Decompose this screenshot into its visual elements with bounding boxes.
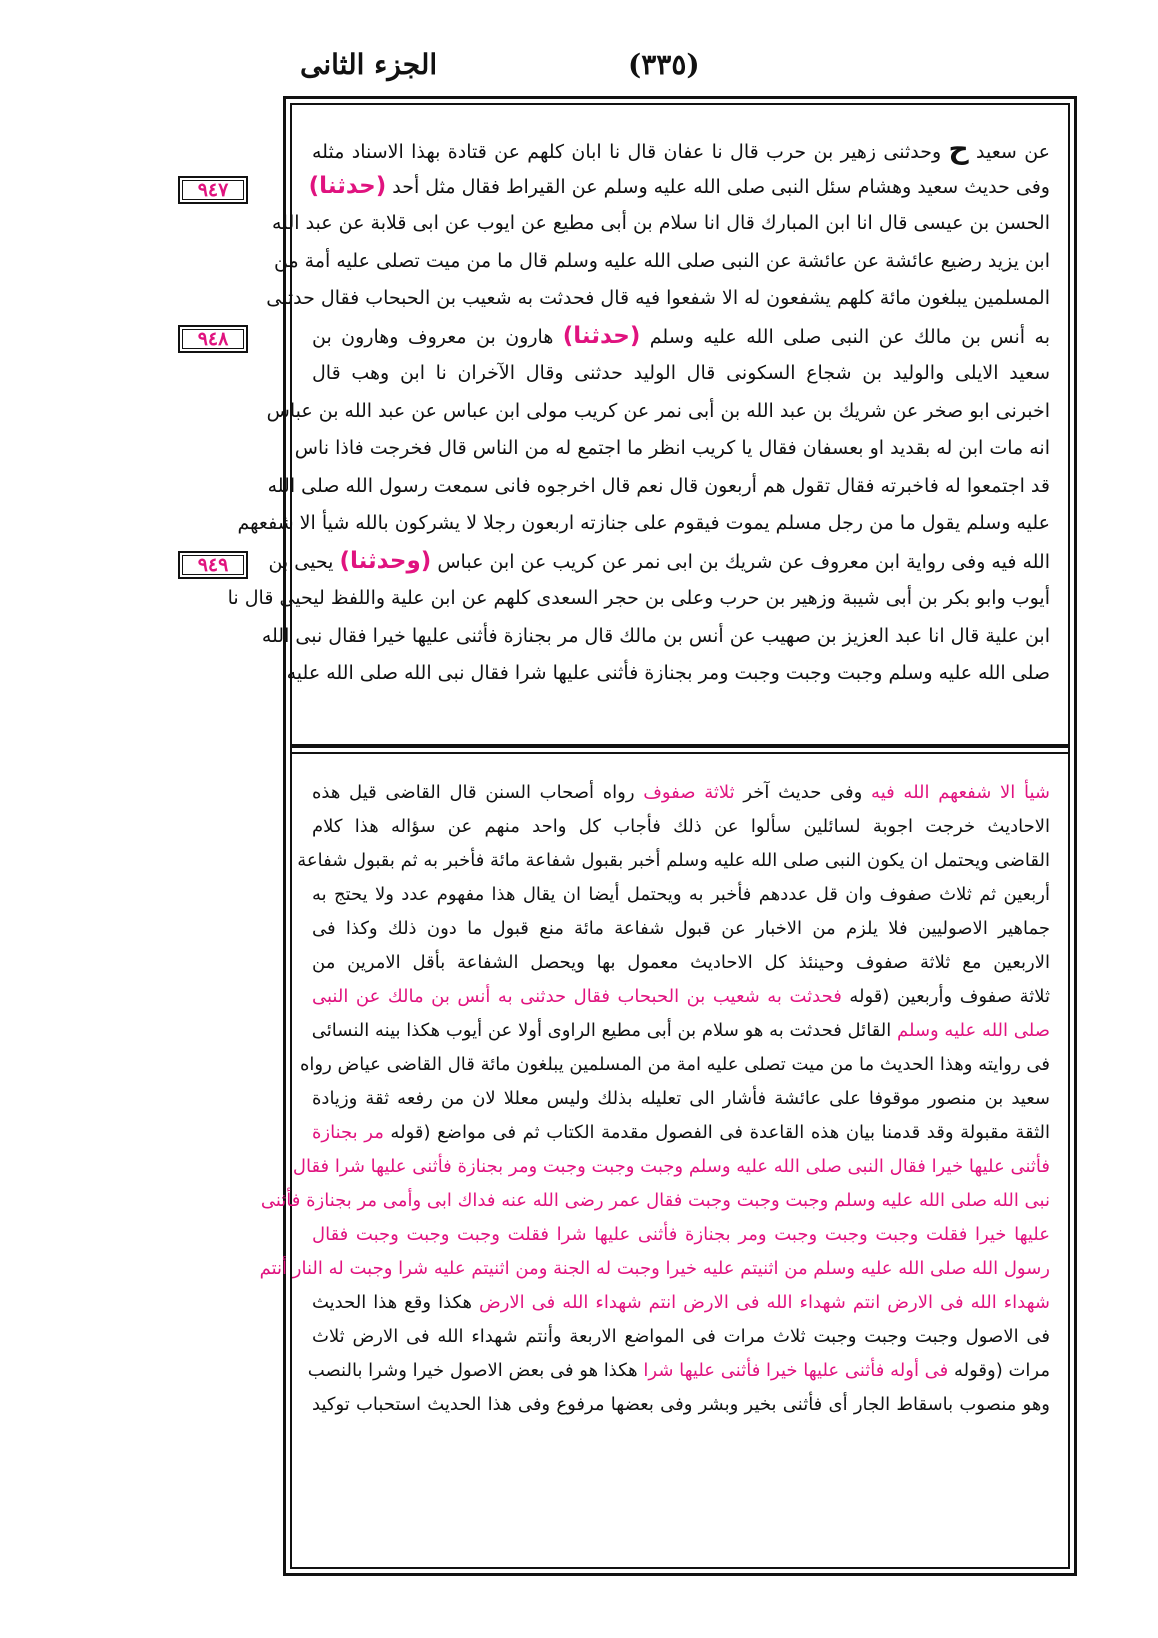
hadith-number-box	[178, 325, 248, 353]
text-line	[227, 580, 1050, 618]
highlighted-text: نبى الله صلى الله عليه وسلم وجبت وجبت وجبت فقال عمر رضى الله عنه فداك ابى وأمى مر بجنازة فأثنى	[260, 1190, 1050, 1211]
text-segment: عن سعيد	[968, 141, 1051, 163]
haddathana-marker: (وحدثنا)	[339, 547, 432, 574]
text-line	[312, 1014, 1050, 1048]
page-number: (٣٣٥)	[628, 48, 700, 81]
text-segment: رواه أصحاب السنن قال القاضى قيل هذه	[312, 782, 644, 803]
text-segment: وحدثنى زهير بن حرب قال نا عفان قال نا ابان كلهم عن قتادة بهذا الاسناد مثله	[312, 141, 949, 163]
text-segment: مرات (وقوله	[948, 1360, 1050, 1381]
text-segment: سعيد الايلى والوليد بن شجاع السكونى قال الوليد حدثنى وقال الآخران نا ابن وهب قال	[312, 362, 1050, 384]
text-line	[308, 168, 1050, 206]
text-line	[312, 878, 1050, 912]
text-line	[266, 393, 1050, 431]
text-line	[267, 468, 1050, 506]
text-segment: سعيد بن منصور موقوفا على عائشة فأشار الى تعليله بذلك وليس معللا لان من رفعه ثقة وزيادة	[312, 1088, 1050, 1109]
text-line	[292, 1150, 1050, 1184]
text-line	[312, 1218, 1050, 1252]
text-segment: ابن يزيد رضيع عائشة عن عائشة عن النبى صلى الله عليه وسلم قال ما من ميت تصلى عليه أمة من	[274, 249, 1050, 272]
text-segment: أيوب وابو بكر بن أبى شيبة وزهير بن حرب وعلى بن حجر السعدى كلهم عن ابن علية واللفظ ليحيى قال نا	[227, 587, 1050, 609]
highlighted-text: ثلاثة صفوف	[643, 782, 735, 803]
text-line	[294, 430, 1050, 468]
text-segment: وفى حديث آخر	[734, 782, 872, 803]
text-segment: الاربعين مع ثلاثة صفوف وحينئذ كل الاحاديث معمول بها ويحصل الشفاعة بأقل الامرين من	[312, 952, 1050, 973]
text-line	[259, 1252, 1050, 1286]
text-line	[312, 1082, 1050, 1116]
hadith-number-box	[178, 551, 248, 579]
text-line	[312, 318, 1050, 356]
part-title: الجزء الثانى	[300, 48, 438, 81]
highlighted-text: شيأ الا شفعهم الله فيه	[871, 782, 1050, 803]
text-line	[312, 1116, 1050, 1150]
highlighted-text: صلى الله عليه وسلم	[897, 1020, 1050, 1041]
text-line	[261, 618, 1050, 656]
hadith-text-block	[227, 130, 1051, 730]
highlighted-text: عليها خيرا فقلت وجبت وجبت وجبت ومر بجنازة فأثنى عليها شرا فقلت وجبت وجبت وجبت فقال	[312, 1224, 1050, 1245]
text-segment: الحسن بن عيسى قال انا ابن المبارك قال انا سلام بن أبى مطيع عن ايوب عن ابى قلابة عن عبد الله	[272, 212, 1050, 234]
text-line	[307, 1354, 1050, 1388]
text-line	[312, 946, 1050, 980]
text-segment: جماهير الاصوليين فلا يلزم من الاخبار عن قبول شفاعة مائة منع قبول ما دون ذلك وكذا فى	[312, 918, 1050, 939]
highlighted-text: شهداء الله فى الارض انتم شهداء الله فى الارض انتم شهداء الله فى الارض	[478, 1292, 1050, 1313]
text-segment: الاحاديث خرجت اجوبة لسائلين سألوا عن ذلك فأجاب كل واحد منهم عن سؤاله هذا كلام	[312, 816, 1050, 837]
text-segment: به أنس بن مالك عن النبى صلى الله عليه وسلم	[640, 325, 1050, 348]
text-segment: ثلاثة صفوف وأربعين (قوله	[841, 986, 1051, 1007]
hadith-number: ٩٤٧	[197, 179, 229, 201]
text-line	[312, 130, 1050, 168]
text-segment: ابن علية قال انا عبد العزيز بن صهيب عن أنس بن مالك قال مر بجنازة فأثنى عليها خيرا فقال نبى الله	[261, 624, 1050, 647]
text-segment: قد اجتمعوا له فاخبرته فقال تقول هم أربعون قال نعم قال اخرجوه فانى سمعت رسول الله صلى الله	[267, 474, 1050, 497]
highlighted-text: فأثنى عليها خيرا فقال النبى صلى الله عليه وسلم وجبت وجبت وجبت ومر بجنازة فأثنى عليها شرا فقال	[292, 1156, 1050, 1177]
highlighted-text: فى أوله فأثنى عليها خيرا فأثنى عليها شرا	[643, 1360, 949, 1381]
text-segment: القائل فحدثت به هو سلام بن أبى مطيع الراوى أولا عن أيوب هكذا بينه النسائى	[311, 1020, 897, 1041]
tahwil-marker: ح	[948, 132, 969, 165]
text-segment: هارون بن معروف وهارون بن	[312, 325, 563, 348]
haddathana-marker: (حدثنا)	[308, 172, 387, 199]
text-line	[286, 655, 1050, 693]
text-segment: عليه وسلم يقول ما من رجل مسلم يموت فيقوم على جنازته اربعون رجلا لا يشركون بالله شيأ الا شفعهم	[237, 512, 1050, 534]
text-line	[272, 205, 1050, 243]
text-line	[312, 1320, 1050, 1354]
haddathana-marker: (حدثنا)	[562, 322, 641, 349]
commentary-text-block	[259, 776, 1051, 1556]
text-line	[312, 355, 1050, 393]
text-line	[297, 844, 1050, 878]
text-line	[312, 776, 1050, 810]
hadith-number-box	[178, 176, 248, 204]
text-segment: هكذا وقع هذا الحديث	[312, 1292, 479, 1313]
text-segment: الله فيه وفى رواية ابن معروف عن شريك بن ابى نمر عن كريب عن ابن عباس	[431, 550, 1050, 573]
hadith-number: ٩٤٩	[197, 554, 229, 576]
highlighted-text: فحدثت به شعيب بن الحبحاب فقال حدثنى به أنس بن مالك عن النبى	[312, 986, 842, 1007]
highlighted-text: رسول الله صلى الله عليه وسلم من اثنيتم عليه خيرا وجبت له الجنة ومن اثنيتم عليه شرا وجبت له النار أنتم	[259, 1258, 1050, 1279]
text-line	[266, 280, 1050, 318]
text-line	[312, 980, 1050, 1014]
text-segment: أربعين ثم ثلاث صفوف وان قل عددهم فأخبر به ويحتمل أيضا ان يقال هذا مفهوم عدد ولا يحتج به	[312, 884, 1050, 905]
text-segment: يحيى بن	[268, 550, 340, 573]
text-line	[260, 1184, 1050, 1218]
highlighted-text: مر بجنازة	[312, 1122, 384, 1143]
text-line	[268, 543, 1050, 581]
text-line	[312, 810, 1050, 844]
text-segment: هكذا هو فى بعض الاصول خيرا وشرا بالنصب	[307, 1360, 644, 1381]
text-line	[312, 1286, 1050, 1320]
text-segment: الثقة مقبولة وقد قدمنا بيان هذه القاعدة فى الفصول مقدمة الكتاب ثم فى مواضع (قوله	[383, 1122, 1050, 1143]
text-line	[312, 912, 1050, 946]
text-line	[274, 243, 1050, 281]
text-line	[237, 505, 1050, 543]
section-divider-thin	[290, 752, 1070, 754]
text-segment: انه مات ابن له بقديد او بعسفان فقال يا كريب انظر ما اجتمع له من الناس قال فخرجت فاذا ناس	[294, 437, 1050, 459]
text-segment: فى الاصول وجبت وجبت وجبت ثلاث مرات فى المواضع الاربعة وأنتم شهداء الله فى الارض ثلاث	[312, 1326, 1050, 1347]
text-segment: المسلمين يبلغون مائة كلهم يشفعون له الا شفعوا فيه قال فحدثت به شعيب بن الحبحاب فقال حدثنى	[266, 287, 1050, 309]
text-segment: وفى حديث سعيد وهشام سئل النبى صلى الله عليه وسلم عن القيراط فقال مثل أحد	[386, 175, 1050, 198]
text-segment: اخبرنى ابو صخر عن شريك بن عبد الله بن أبى نمر عن كريب مولى ابن عباس عن عبد الله بن عباس	[266, 399, 1050, 422]
text-line	[299, 1048, 1050, 1082]
text-line	[312, 1388, 1050, 1422]
text-segment: القاضى ويحتمل ان يكون النبى صلى الله عليه وسلم أخبر بقبول شفاعة مائة فأخبر به ثم بقبول شفاعة	[297, 850, 1050, 871]
hadith-number: ٩٤٨	[197, 328, 229, 350]
text-segment: صلى الله عليه وسلم وجبت وجبت وجبت ومر بجنازة فأثنى عليها شرا فقال نبى الله صلى الله عليه	[286, 662, 1050, 684]
section-divider	[290, 744, 1070, 748]
text-segment: فى روايته وهذا الحديث ما من ميت تصلى عليه امة من المسلمين يبلغون مائة قال القاضى عياض رواه	[299, 1054, 1050, 1075]
text-segment: وهو منصوب باسقاط الجار أى فأثنى بخير وبشر وفى بعضها مرفوع وفى هذا الحديث استحباب توكيد	[312, 1394, 1050, 1415]
